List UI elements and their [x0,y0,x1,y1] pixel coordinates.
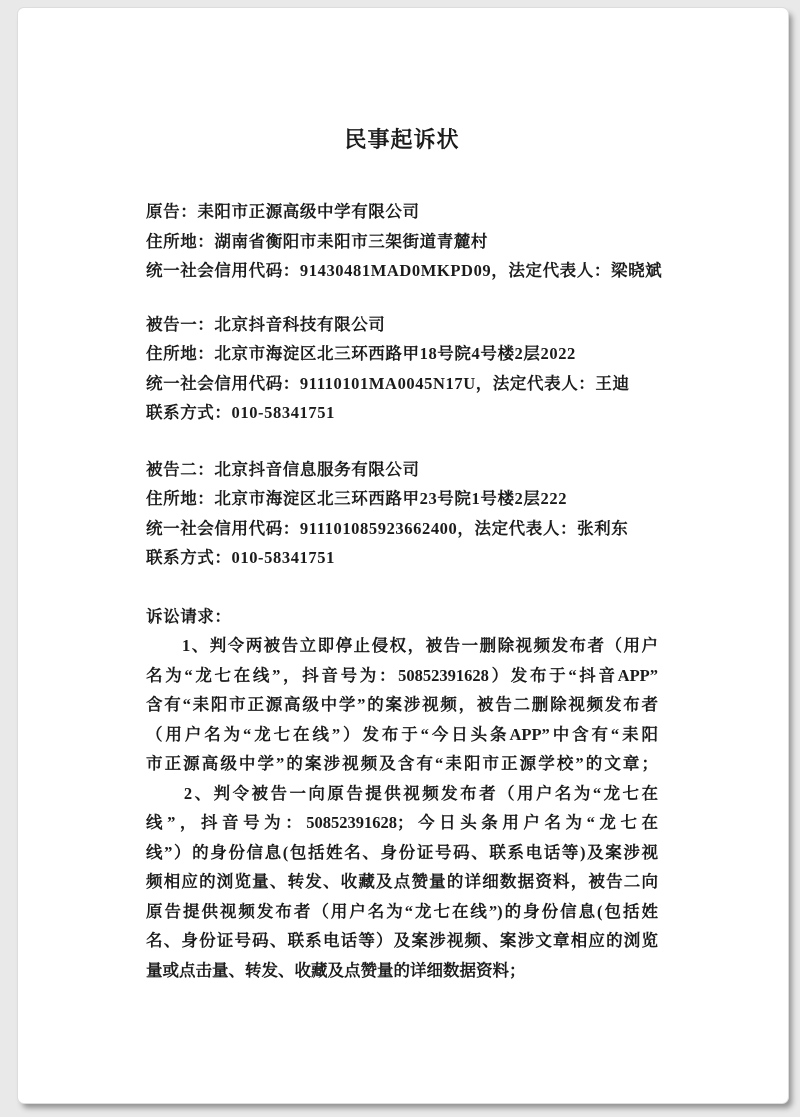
plaintiff-address-line [146,227,658,257]
claims-text-line: 名、身份证号码、联系电话等）及案涉视频、案涉文章相应的浏览 [146,931,658,950]
claims-text-line: 1、判令两被告立即停止侵权，被告一删除视频发布者（用户 [146,636,658,655]
document-content [146,8,663,985]
defendant-1-address-line [146,339,658,369]
plaintiff-credit-code-line [146,256,663,286]
defendant-2-credit-code-line [146,514,658,544]
contact-label: 联系方式： [146,548,232,567]
claims-text-line: 2、判令被告一向原告提供视频发布者（用户名为“龙七在 [146,783,658,803]
defendant-1-contact-line [146,398,658,428]
address-value: 湖南省衡阳市耒阳市三架街道青麓村 [214,231,489,251]
address-label: 住所地： [146,231,215,251]
party-name: 耒阳市正源高级中学有限公司 [197,202,420,221]
defendant-2-name-line [146,455,658,485]
address-value: 北京市海淀区北三环西路甲18号院4号楼2层2022 [214,344,576,363]
defendant-1-name-line [146,310,658,340]
contact-value: 010-58341751 [231,403,335,422]
defendant-1-credit-code-line [146,369,658,399]
credit-code-value: 91430481MAD0MKPD09，法定代表人：梁晓斌 [299,261,663,280]
credit-code-value: 911101085923662400，法定代表人：张利东 [299,518,629,538]
claims-heading: 诉讼请求： [146,606,232,626]
claims-text-line: 频相应的浏览量、转发、收藏及点赞量的详细数据资料，被告二向 [146,872,658,891]
defendant-2-contact-line [146,543,658,573]
credit-code-label: 统一社会信用代码： [146,373,300,393]
party-name: 北京抖音科技有限公司 [214,314,386,334]
claims-text-line: 含有“耒阳市正源高级中学”的案涉视频，被告二删除视频发布者 [146,695,658,714]
claims-text-line: 名为“龙七在线”，抖音号为：50852391628）发布于“抖音APP” [146,665,658,685]
party-role-label: 被告二： [146,459,215,479]
party-role-label: 原告： [146,202,198,221]
party-role-label: 被告一： [146,314,215,334]
claims-section [146,602,658,986]
claims-text-line: （用户名为“龙七在线”）发布于“今日头条APP”中含有“耒阳 [146,724,658,744]
plaintiff-name-line [146,197,658,227]
defendant-2-block [146,455,658,573]
claims-text-line: 市正源高级中学”的案涉视频及含有“耒阳市正源学校”的文章； [146,754,658,773]
address-label: 住所地： [146,344,215,363]
plaintiff-block [146,197,663,286]
address-value: 北京市海淀区北三环西路甲23号院1号楼2层222 [214,489,568,508]
contact-value: 010-58341751 [231,548,335,567]
claims-text-line: 线”）的身份信息(包括姓名、身份证号码、联系电话等)及案涉视 [146,842,658,862]
claims-text-line: 原告提供视频发布者（用户名为“龙七在线”)的身份信息(包括姓 [146,901,658,921]
defendant-2-address-line [146,484,658,514]
document-title: 民事起诉状 [344,127,460,152]
address-label: 住所地： [146,489,215,508]
claims-text-line: 线”，抖音号为：50852391628；今日头条用户名为“龙七在 [146,813,658,832]
document-page [18,8,788,1103]
claims-text-line: 量或点击量、转发、收藏及点赞量的详细数据资料； [146,960,526,980]
credit-code-label: 统一社会信用代码： [146,518,300,538]
defendant-1-block [146,310,658,428]
contact-label: 联系方式： [146,403,232,422]
credit-code-label: 统一社会信用代码： [146,261,300,280]
credit-code-value: 91110101MA0045N17U，法定代表人：王迪 [299,373,630,393]
party-name: 北京抖音信息服务有限公司 [214,459,420,479]
